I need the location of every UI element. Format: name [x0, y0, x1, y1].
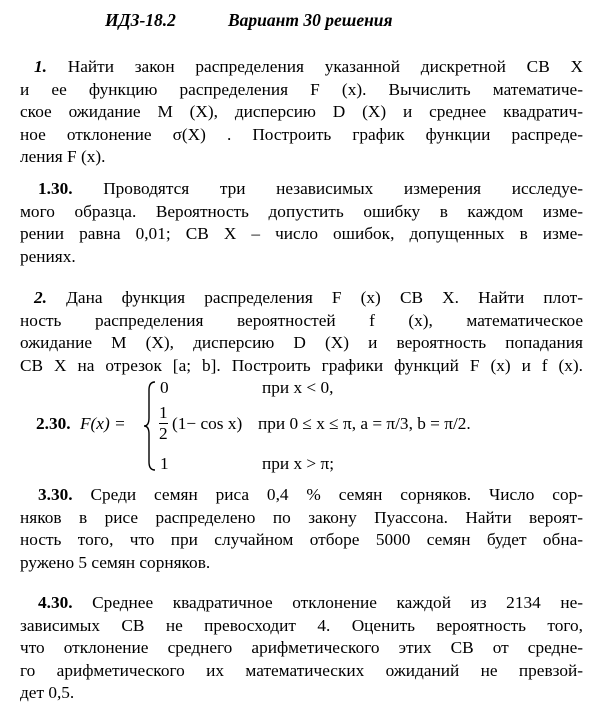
- text-line: зависимых СВ не превосходит 4. Оценить вероятность того,: [20, 615, 583, 635]
- problem-number: 3.30.: [38, 485, 73, 504]
- text-line: ружено 5 семян сорняков.: [20, 552, 211, 572]
- text-line: дет 0,5.: [20, 683, 75, 703]
- problem-number: 2.30.: [36, 414, 71, 433]
- case3-condition: при x > π;: [262, 454, 335, 473]
- case2-condition: при 0 ≤ x ≤ π, a = π/3, b = π/2.: [258, 414, 471, 433]
- text-line: Среди семян риса 0,4 % семян сорняков. Число сор-: [90, 485, 583, 504]
- header-variant: Вариант 30 решения: [228, 10, 393, 30]
- text-line: Проводятся три независимых измерения исследуе-: [103, 179, 583, 198]
- case1-condition: при x < 0,: [262, 378, 334, 397]
- text-line: ность того, что при случайном отборе 5000 семян будет обна-: [20, 530, 583, 550]
- task-number: 2.: [34, 288, 47, 307]
- case3-value: 1: [160, 454, 169, 473]
- formula-lhs: F(x) =: [80, 414, 126, 433]
- case2-value: (1− cos x): [172, 414, 243, 433]
- case1-value: 0: [160, 378, 169, 397]
- text-line: ское ожидание M (X), дисперсию D (X) и среднее квадратич-: [20, 102, 583, 122]
- problem-number: 1.30.: [38, 179, 73, 198]
- header-id: ИДЗ-18.2: [105, 10, 176, 30]
- text-line: что отклонение среднего арифметического этих СВ от средне-: [20, 638, 583, 658]
- problem-1-30: [20, 178, 583, 268]
- text-line: рениях.: [20, 246, 76, 266]
- task-2: [20, 287, 583, 377]
- text-line: рении равна 0,01; СВ X – число ошибок, допущенных в изме-: [20, 224, 583, 244]
- brace: [143, 380, 157, 472]
- task-number: 1.: [34, 57, 47, 76]
- text-line: мого образца. Вероятность допустить ошибку в каждом изме-: [20, 201, 583, 221]
- text-line: СВ X на отрезок [a; b]. Построить графики функций F (x) и f (x).: [20, 355, 583, 375]
- text-line: Среднее квадратичное отклонение каждой из 2134 не-: [92, 593, 583, 612]
- fraction-half: [159, 403, 168, 444]
- text-line: Найти закон распределения указанной дискретной СВ X: [67, 57, 583, 76]
- problem-number: 4.30.: [38, 593, 73, 612]
- text-line: го арифметического их математических ожиданий не превзой-: [20, 660, 583, 680]
- problem-3-30: [20, 484, 583, 574]
- numerator: 1: [159, 403, 168, 422]
- denominator: 2: [159, 424, 168, 443]
- text-line: и ее функцию распределения F (x). Вычислить математиче-: [20, 79, 583, 99]
- text-line: ность распределения вероятностей f (x), математическое: [20, 310, 583, 330]
- text-line: Дана функция распределения F (x) СВ X. Найти плот-: [66, 288, 583, 307]
- text-line: ожидание M (X), дисперсию D (X) и вероятность попадания: [20, 333, 583, 353]
- problem-2-30-formula: [0, 378, 602, 478]
- task-1: [20, 56, 583, 169]
- text-line: ления F (x).: [20, 147, 106, 167]
- text-line: ное отклонение σ(X) . Построить график функции распреде-: [20, 124, 583, 144]
- text-line: няков в рисе распределено по закону Пуассона. Найти вероят-: [20, 507, 583, 527]
- problem-4-30: [20, 592, 583, 705]
